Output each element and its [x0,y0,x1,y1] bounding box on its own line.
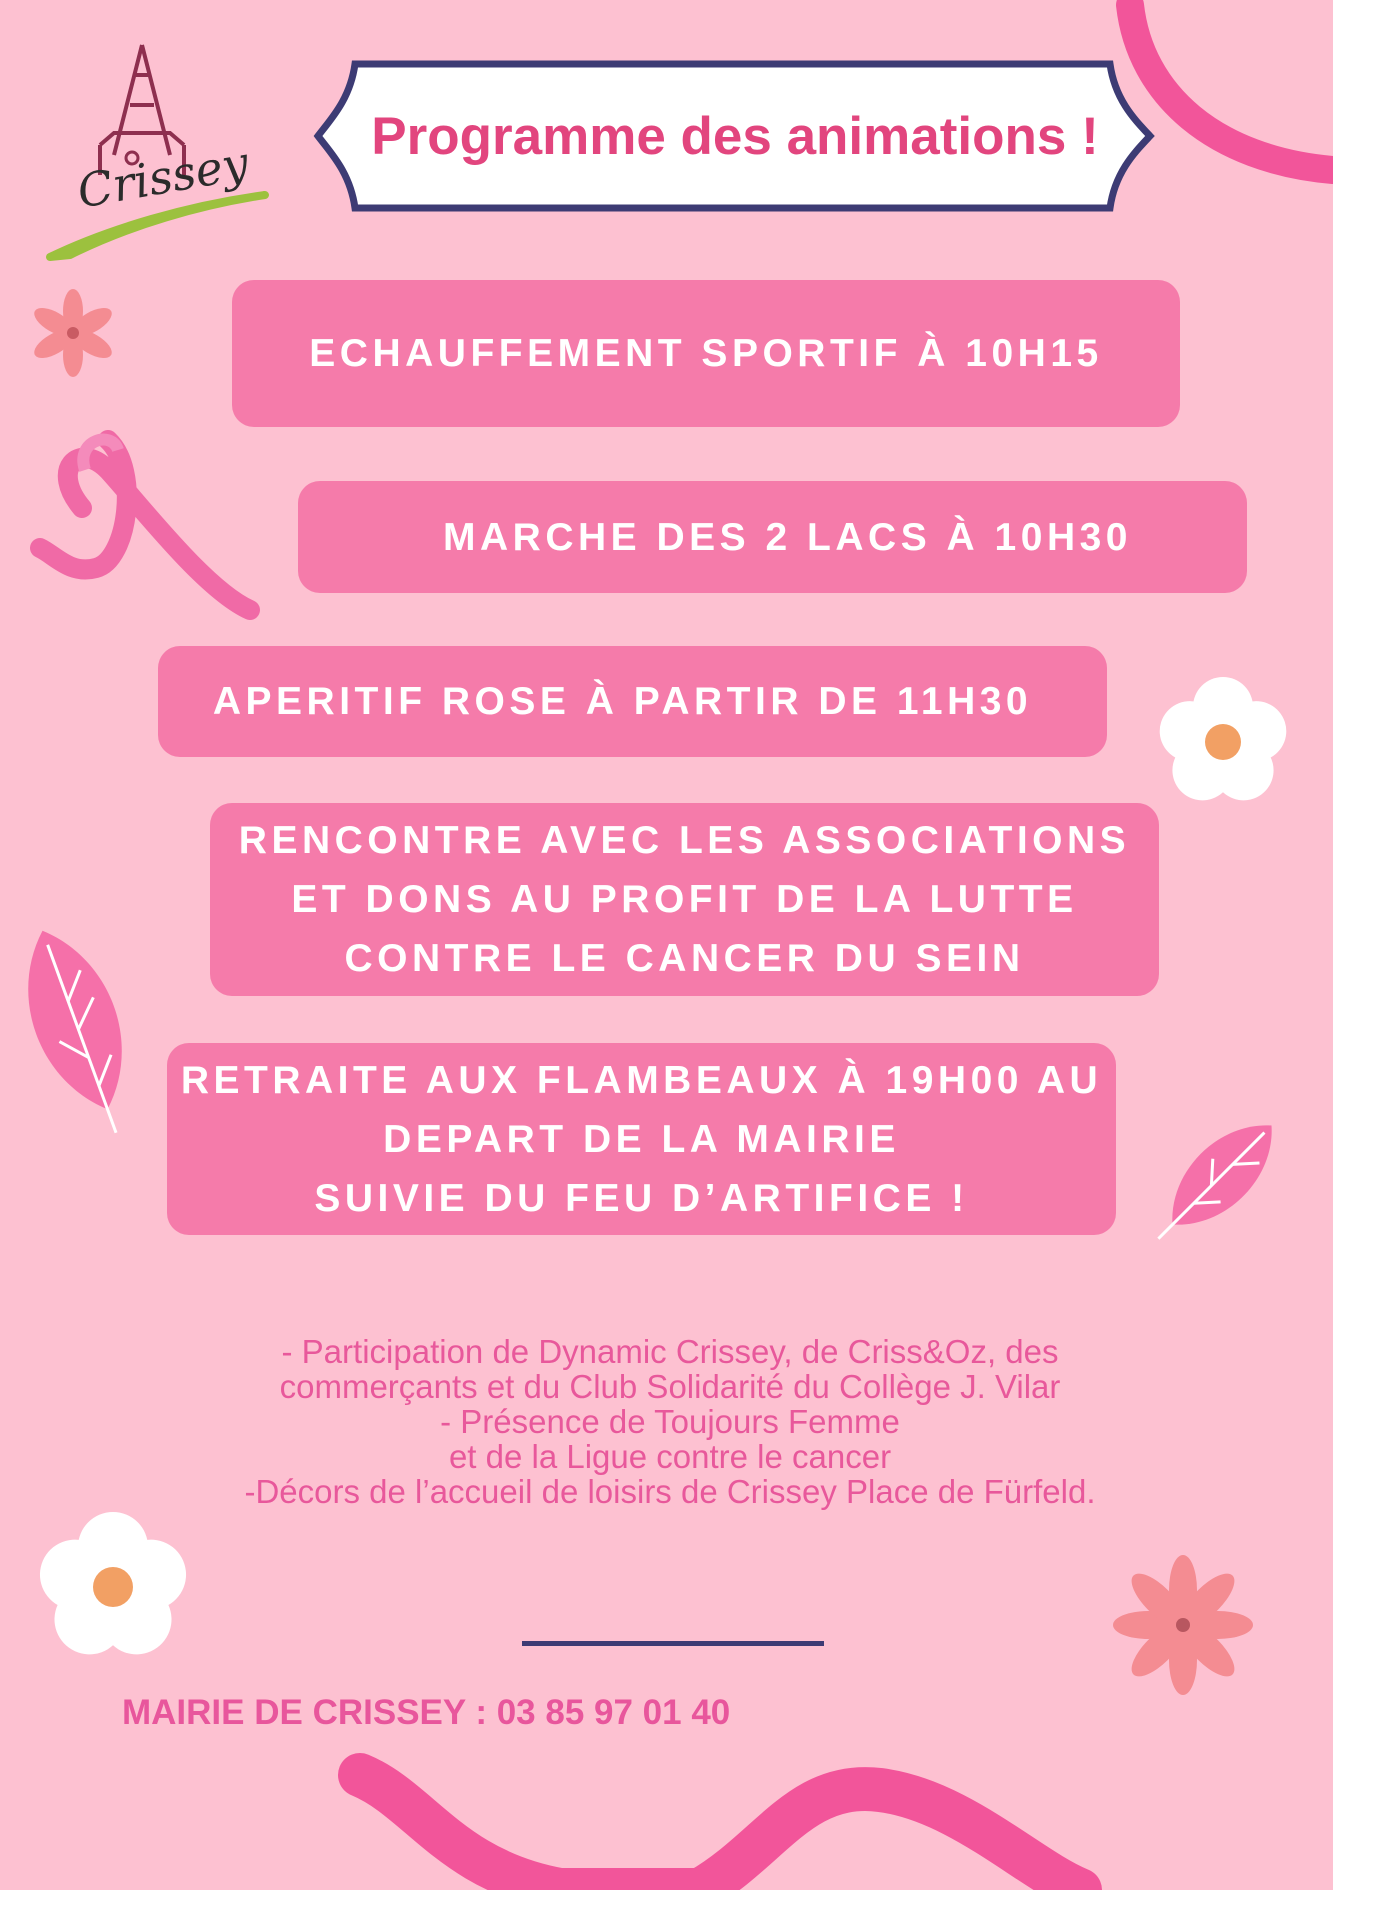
program-item-walk [298,481,1247,593]
participants-notes [140,1334,1200,1509]
logo-wordmark: Crissey [73,135,253,219]
program-line: SUIVIE DU FEU D’ARTIFICE ! [314,1176,969,1220]
notes-line: commerçants et du Club Solidarité du Collège J. Vilar [279,1368,1061,1405]
ribbon-wave-bottom [360,1775,1080,1890]
pink-leaf-icon [4,917,155,1147]
notes-line: - Présence de Toujours Femme [440,1403,900,1440]
program-line: MARCHE DES 2 LACS À 10H30 [443,515,1132,559]
ribbon-arc-top-right [1130,5,1333,170]
notes-line: -Décors de l’accueil de loisirs de Crissey Place de Fürfeld. [244,1473,1096,1510]
program-item-aperitif [158,646,1107,757]
program-line: ET DONS AU PROFIT DE LA LUTTE [291,878,1078,921]
contact-line: MAIRIE DE CRISSEY : 03 85 97 01 40 [122,1693,731,1732]
program-line: CONTRE LE CANCER DU SEIN [344,937,1025,980]
pink-leaf-icon [1137,1104,1293,1260]
page-title: Programme des animations ! [371,106,1099,166]
program-line: DEPART DE LA MAIRIE [383,1117,900,1161]
program-line: ECHAUFFEMENT SPORTIF À 10H15 [309,332,1103,375]
white-flower-icon [31,1512,195,1668]
divider [522,1641,824,1646]
pink-ribbon-icon [40,440,250,610]
program-line: RENCONTRE AVEC LES ASSOCIATIONS [238,819,1131,862]
white-flower-icon [1152,677,1294,812]
notes-line: et de la Ligue contre le cancer [448,1438,892,1475]
program-item-warmup [232,280,1180,427]
pink-flower-icon [1113,1555,1253,1695]
program-line: RETRAITE AUX FLAMBEAUX À 19H00 AU [180,1058,1103,1102]
notes-line: - Participation de Dynamic Crissey, de Criss&Oz, des [281,1333,1059,1370]
pink-flower-icon [30,289,116,377]
program-item-associations [210,803,1159,996]
program-line: APERITIF ROSE À PARTIR DE 11H30 [212,680,1033,723]
program-item-torchlight [167,1043,1116,1235]
